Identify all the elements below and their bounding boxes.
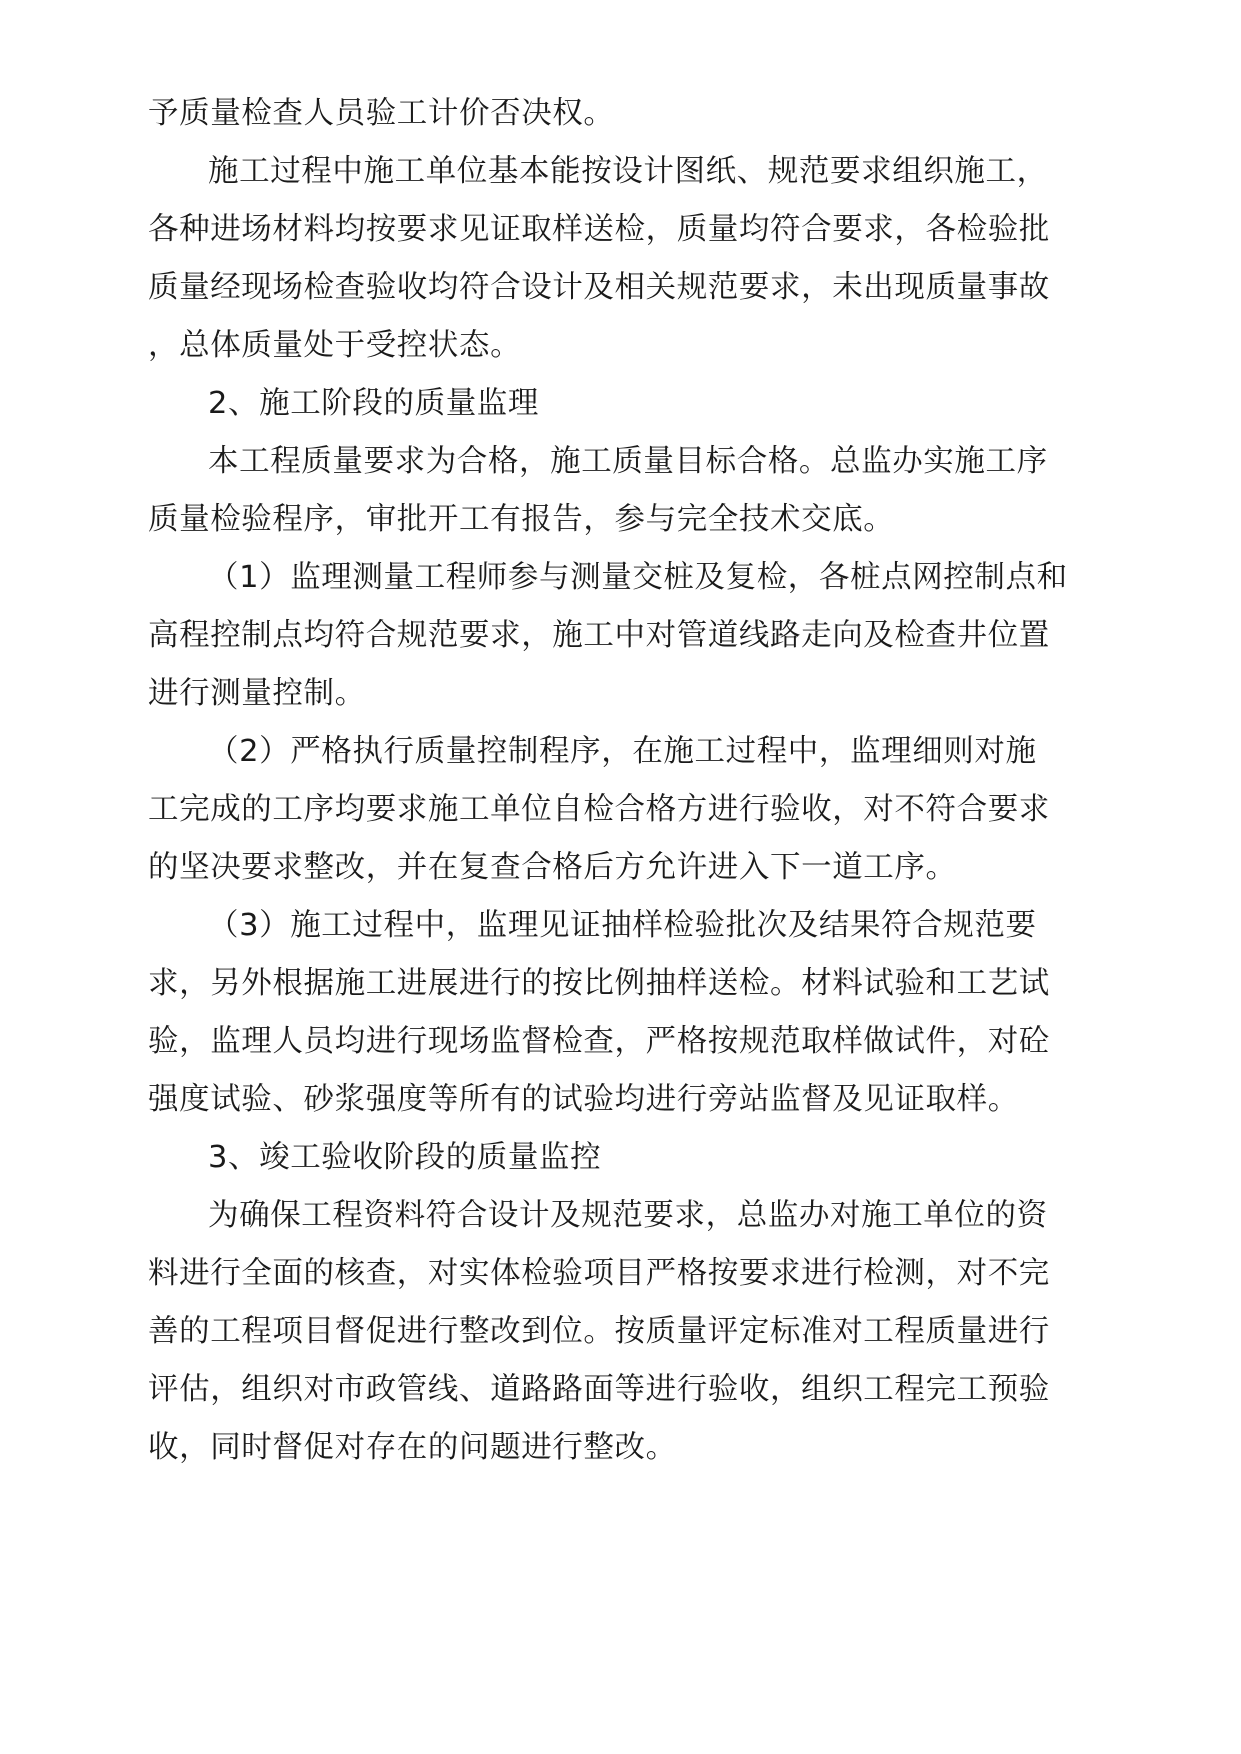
text-line: 评估，组织对市政管线、道路路面等进行验收，组织工程完工预验	[148, 1372, 1050, 1407]
text-line: 予质量检查人员验工计价否决权。	[148, 96, 615, 131]
text-line: （2）严格执行质量控制程序，在施工过程中，监理细则对施	[208, 734, 1037, 769]
text-line: 施工过程中施工单位基本能按设计图纸、规范要求组织施工，	[208, 154, 1048, 189]
text-line: 善的工程项目督促进行整改到位。按质量评定标准对工程质量进行	[148, 1314, 1050, 1349]
text-line: 为确保工程资料符合设计及规范要求，总监办对施工单位的资	[208, 1198, 1048, 1233]
text-line: 进行测量控制。	[148, 676, 366, 711]
text-line: 强度试验、砂浆强度等所有的试验均进行旁站监督及见证取样。	[148, 1082, 1019, 1117]
text-line: 本工程质量要求为合格，施工质量目标合格。总监办实施工序	[208, 444, 1048, 479]
section-heading: 3、竣工验收阶段的质量监控	[208, 1140, 602, 1175]
text-line: 求，另外根据施工进展进行的按比例抽样送检。材料试验和工艺试	[148, 966, 1050, 1001]
text-line: 质量经现场检查验收均符合设计及相关规范要求，未出现质量事故	[148, 270, 1050, 305]
section-heading: 2、施工阶段的质量监理	[208, 386, 540, 421]
text-line: （1）监理测量工程师参与测量交桩及复检，各桩点网控制点和	[208, 560, 1068, 595]
text-line: （3）施工过程中，监理见证抽样检验批次及结果符合规范要	[208, 908, 1037, 943]
text-line: 验，监理人员均进行现场监督检查，严格按规范取样做试件，对砼	[148, 1024, 1050, 1059]
text-line: 高程控制点均符合规范要求，施工中对管道线路走向及检查井位置	[148, 618, 1050, 653]
text-line: ，总体质量处于受控状态。	[148, 328, 522, 363]
text-line: 料进行全面的核查，对实体检验项目严格按要求进行检测，对不完	[148, 1256, 1050, 1291]
text-line: 的坚决要求整改，并在复查合格后方允许进入下一道工序。	[148, 850, 957, 885]
text-line: 质量检验程序，审批开工有报告，参与完全技术交底。	[148, 502, 895, 537]
text-line: 收，同时督促对存在的问题进行整改。	[148, 1430, 677, 1465]
text-line: 工完成的工序均要求施工单位自检合格方进行验收，对不符合要求	[148, 792, 1050, 827]
text-line: 各种进场材料均按要求见证取样送检，质量均符合要求，各检验批	[148, 212, 1050, 247]
